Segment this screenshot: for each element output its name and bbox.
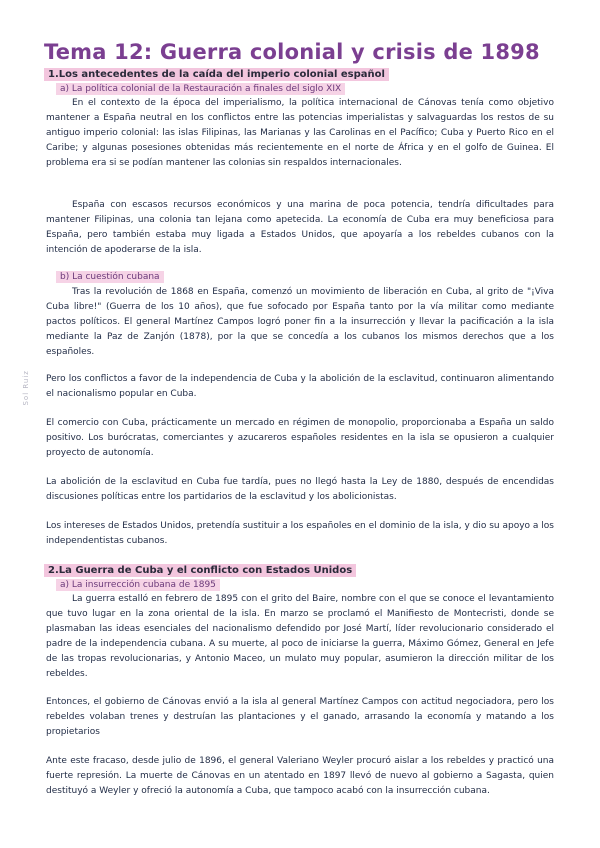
paragraph: Los intereses de Estados Unidos, pretendía sustituir a los españoles en el dominio de la isla, y dio su apoyo a los independentistas cubanos. — [46, 521, 554, 546]
paragraph: Ante este fracaso, desde julio de 1896, el general Valeriano Weyler procuró aislar a los rebeldes y practicó una fuerte represión. La muerte de Cánovas en un atentado en 1897 llevó de nuevo al gobierno a Sagasta, quien destituyó a Weyler y ofreció la autonomía a Cuba, que tampoco acabó con la insurrección cubana. — [46, 756, 554, 796]
paragraph: La guerra estalló en febrero de 1895 con el grito del Baire, nombre con el que se conoce el levantamiento que tuvo lugar en la zona oriental de la isla. En marzo se proclamó el Manifiesto de Montecristi, donde se plasmaban las ideas esenciales del nacionalismo defendido por José Martí, líder revolucionario considerado el padre de la independencia cubana. A su muerte, al poco de iniciarse la guerra, Máximo Gómez, General en Jefe de las tropas revolucionarias, y Antonio Maceo, un mulato muy popular, asumieron la dirección militar de los rebeldes. — [46, 594, 554, 679]
section-2-heading: 2.La Guerra de Cuba y el conflicto con Estados Unidos — [44, 564, 356, 577]
section-1-heading: 1.Los antecedentes de la caída del imperio colonial español — [44, 68, 389, 81]
paragraph: El comercio con Cuba, prácticamente un mercado en régimen de monopolio, proporcionaba a España un saldo positivo. Los burócratas, comerciantes y azucareros españoles residentes en la isla se opusieron a cualquier proyecto de autonomía. — [46, 418, 554, 458]
section-1b-subheading: b) La cuestión cubana — [56, 271, 164, 283]
paragraph: Pero los conflictos a favor de la independencia de Cuba y la abolición de la esclavitud, continuaron alimentando el nacionalismo popular en Cuba. — [46, 374, 554, 399]
paragraph: Entonces, el gobierno de Cánovas envió a la isla al general Martínez Campos con actitud negociadora, pero los rebeldes volaban trenes y destruían las plantaciones y el ganado, arrasando la economía y matando a los propietarios — [46, 697, 554, 737]
paragraph: En el contexto de la época del imperialismo, la política internacional de Cánovas tenía como objetivo mantener a España neutral en los conflictos entre las potencias imperialistas y salvaguardas los restos de su antiguo imperio colonial: las islas Filipinas, las Marianas y las Carolinas en el Pacífico; Cuba y Puerto Rico en el Caribe; y algunas posesiones obtenidas más recientemente en el norte de África y en el golfo de Guinea. El problema era si se podían mantener las colonias sin respaldos internacionales. — [46, 98, 554, 168]
section-1a-subheading: a) La política colonial de la Restauración a finales del siglo XIX — [56, 83, 345, 95]
section-2a-subheading: a) La insurrección cubana de 1895 — [56, 579, 220, 591]
paragraph: Tras la revolución de 1868 en España, comenzó un movimiento de liberación en Cuba, al grito de "¡Viva Cuba libre!" (Guerra de los 10 años), que fue sofocado por España tanto por la vía militar como mediante pactos políticos. El general Martínez Campos logró poner fin a la insurrección y llevar la pacificación a la isla mediante la Paz de Zanjón (1878), por la que se concedía a los cubanos los mismos derechos que a los españoles. — [46, 287, 554, 357]
watermark: Sol Ruiz — [22, 370, 30, 406]
page-title: Tema 12: Guerra colonial y crisis de 1898 — [44, 40, 540, 64]
paragraph: La abolición de la esclavitud en Cuba fue tardía, pues no llegó hasta la Ley de 1880, después de encendidas discusiones políticas entre los partidarios de la esclavitud y los abolicionistas. — [46, 477, 554, 502]
paragraph: España con escasos recursos económicos y una marina de poca potencia, tendría dificultades para mantener Filipinas, una colonia tan lejana como apetecida. La economía de Cuba era muy beneficiosa para España, pero también estaba muy ligada a Estados Unidos, que apoyaría a los rebeldes cubanos con la intención de apoderarse de la isla. — [46, 200, 554, 255]
